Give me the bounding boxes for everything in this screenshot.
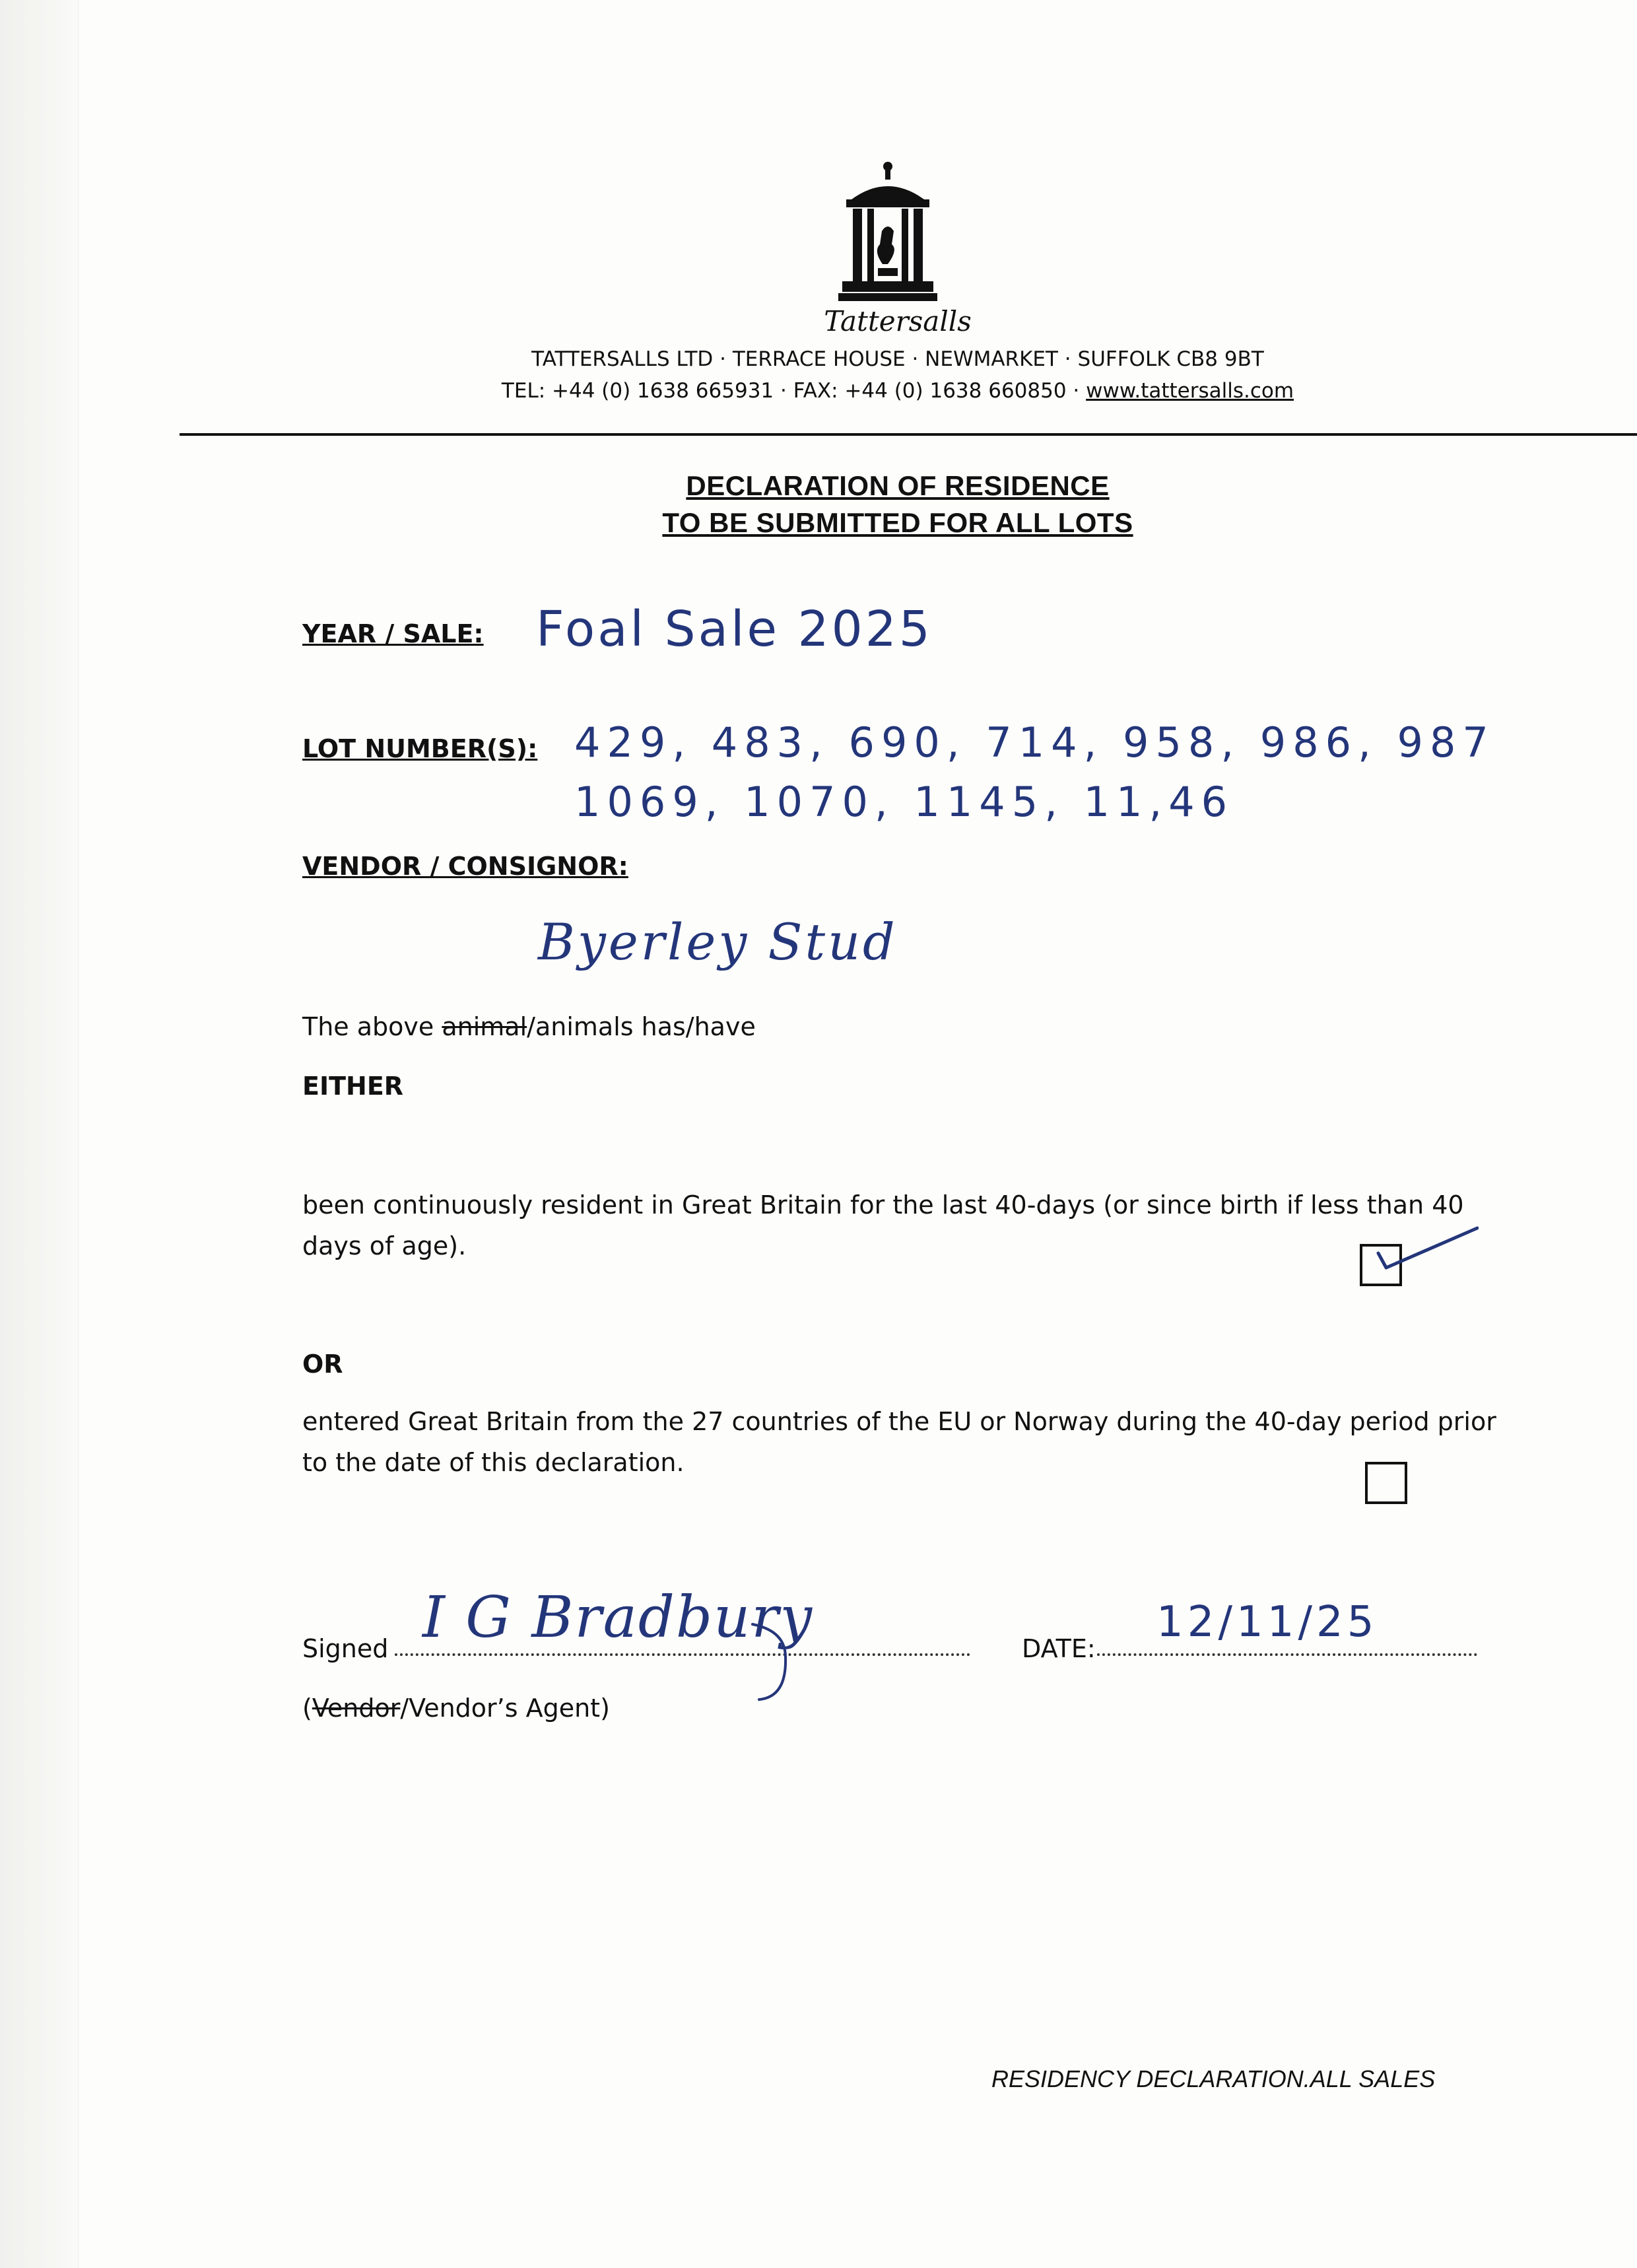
lot-numbers-label: LOT NUMBER(S):	[302, 734, 538, 763]
struck-word-vendor: Vendor	[312, 1694, 401, 1723]
lot-numbers-field-line-2[interactable]: 1069, 1070, 1145, 11,46	[574, 778, 1234, 826]
option-1-text: been continuously resident in Great Britain for the last 40-days (or since birth if less than 40 days of age).	[302, 1190, 1464, 1260]
date-field[interactable]: 12/11/25	[1156, 1598, 1378, 1647]
check-mark-icon	[1360, 1221, 1479, 1288]
form-subtitle: TO BE SUBMITTED FOR ALL LOTS	[662, 507, 1133, 538]
year-sale-label: YEAR / SALE:	[302, 619, 484, 648]
struck-word-animal: animal	[442, 1012, 527, 1041]
company-address: TATTERSALLS LTD · TERRACE HOUSE · NEWMARKET · SUFFOLK CB8 9BT	[531, 347, 1264, 371]
company-name: Tattersalls	[824, 305, 972, 337]
vendor-consignor-label: VENDOR / CONSIGNOR:	[302, 852, 628, 881]
either-label: EITHER	[302, 1072, 404, 1101]
animals-sentence	[302, 1006, 756, 1047]
footer-reference: RESIDENCY DECLARATION.ALL SALES	[991, 2065, 1436, 2092]
signature-flourish	[746, 1618, 805, 1710]
contact-numbers: TEL: +44 (0) 1638 665931 · FAX: +44 (0) 1638 660850 ·	[501, 379, 1086, 403]
year-sale-field[interactable]: Foal Sale 2025	[536, 601, 933, 658]
header-divider	[180, 433, 1637, 436]
signatory-role	[302, 1688, 610, 1729]
or-label: OR	[302, 1350, 343, 1379]
option-2-checkbox[interactable]	[1365, 1462, 1407, 1504]
signature-field[interactable]: I G Bradbury	[422, 1585, 814, 1651]
signatory-role-paren: (	[302, 1694, 312, 1723]
animals-sentence-suffix: /animals has/have	[527, 1012, 756, 1041]
signatory-role-suffix: /Vendor’s Agent)	[400, 1694, 610, 1723]
tattersalls-logo	[838, 158, 937, 304]
option-2-text: entered Great Britain from the 27 countries of the EU or Norway during the 40-day period prior to the date of this declaration.	[302, 1407, 1496, 1477]
company-contact	[0, 379, 1637, 403]
website-link[interactable]: www.tattersalls.com	[1086, 379, 1294, 403]
lot-numbers-field-line-1[interactable]: 429, 483, 690, 714, 958, 986, 987	[574, 718, 1495, 767]
signed-label: Signed	[302, 1634, 389, 1663]
form-title: DECLARATION OF RESIDENCE	[686, 470, 1110, 501]
vendor-consignor-field[interactable]: Byerley Stud	[538, 912, 898, 971]
date-label: DATE:	[1022, 1634, 1096, 1663]
animals-sentence-prefix: The above	[302, 1012, 442, 1041]
scan-edge	[0, 0, 79, 2268]
